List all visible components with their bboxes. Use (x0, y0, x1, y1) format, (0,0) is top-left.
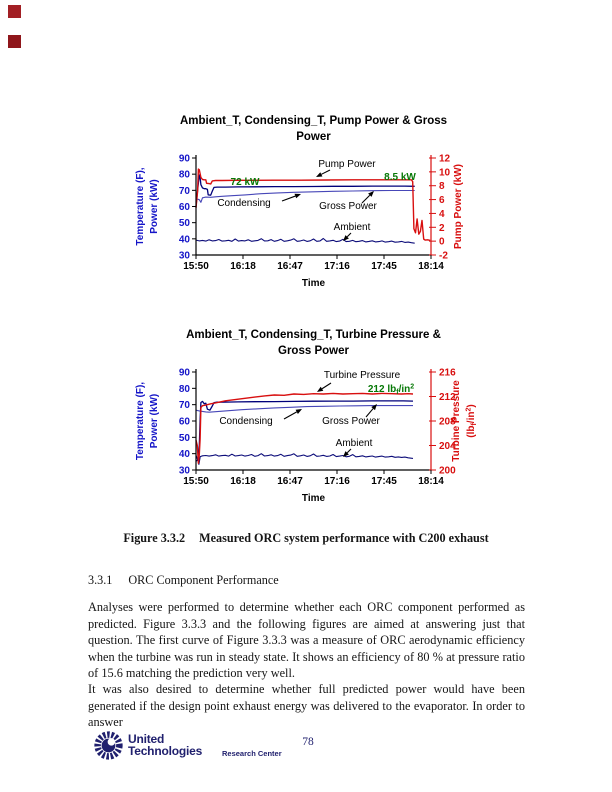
research-center-label: Research Center (222, 749, 282, 758)
svg-text:Gross Power: Gross Power (322, 416, 380, 427)
svg-text:50: 50 (178, 218, 190, 230)
svg-text:Ambient: Ambient (333, 222, 371, 233)
svg-text:Time: Time (301, 278, 326, 289)
svg-text:Time: Time (301, 493, 326, 504)
united-technologies-logo-text (128, 733, 202, 757)
svg-text:40: 40 (178, 234, 190, 246)
svg-text:70: 70 (178, 400, 190, 412)
logo-line-united: United (128, 732, 165, 746)
svg-text:2: 2 (439, 222, 445, 234)
svg-text:50: 50 (178, 432, 190, 444)
svg-text:Temperature (F),: Temperature (F), (135, 381, 146, 461)
svg-text:216: 216 (439, 367, 456, 379)
svg-text:60: 60 (178, 416, 190, 428)
svg-text:Turbine Pressure: Turbine Pressure (451, 380, 462, 462)
svg-text:-2: -2 (439, 250, 448, 262)
svg-text:Ambient: Ambient (335, 438, 373, 449)
figure-caption-text: Measured ORC system performance with C200 exhaust (199, 531, 489, 545)
svg-text:72 kW: 72 kW (230, 177, 260, 188)
svg-text:90: 90 (178, 153, 190, 165)
svg-text:17:16: 17:16 (324, 261, 350, 272)
svg-text:17:45: 17:45 (371, 476, 397, 487)
section-title: ORC Component Performance (128, 573, 279, 587)
logo-line-technologies: Technologies (128, 744, 203, 758)
svg-text:16:47: 16:47 (277, 261, 303, 272)
united-technologies-logo-icon (94, 731, 123, 760)
svg-text:60: 60 (178, 202, 190, 213)
svg-text:80: 80 (178, 169, 190, 181)
svg-text:Gross Power: Gross Power (319, 201, 377, 212)
svg-text:90: 90 (178, 367, 190, 379)
svg-text:30: 30 (178, 250, 190, 262)
svg-text:204: 204 (439, 441, 456, 452)
svg-text:200: 200 (439, 465, 456, 477)
svg-text:18:14: 18:14 (418, 261, 444, 272)
svg-text:4: 4 (439, 208, 445, 220)
svg-text:Ambient_T, Condensing_T, Pump: Ambient_T, Condensing_T, Pump Power & Gross (179, 115, 448, 127)
svg-text:15:50: 15:50 (183, 476, 209, 487)
figure-caption-label: Figure 3.3.2 (123, 531, 186, 545)
svg-text:Condensing: Condensing (217, 198, 271, 209)
svg-text:Power (kW): Power (kW) (149, 179, 160, 234)
svg-text:6: 6 (439, 195, 445, 207)
page-number: 78 (302, 736, 314, 748)
svg-text:212 lbf/in2: 212 $lb_f/in^2$ (367, 383, 415, 396)
svg-text:212: 212 (439, 392, 456, 403)
svg-text:10: 10 (439, 167, 451, 179)
svg-text:16:47: 16:47 (277, 476, 303, 487)
svg-text:(lbf/in2): $(lb_f/in^2)$ (465, 404, 478, 438)
svg-text:18:14: 18:14 (418, 476, 444, 487)
figure-caption (0, 531, 612, 546)
svg-text:16:18: 16:18 (230, 261, 256, 272)
svg-text:12: 12 (439, 153, 451, 165)
svg-text:Power (kW): Power (kW) (149, 393, 160, 449)
svg-text:Ambient_T, Condensing_T, Turbi: Ambient_T, Condensing_T, Turbine Pressure & (186, 329, 441, 341)
svg-text:40: 40 (178, 449, 190, 461)
svg-text:8: 8 (439, 181, 445, 193)
svg-text:15:50: 15:50 (183, 261, 209, 272)
svg-text:Temperature (F),: Temperature (F), (135, 167, 146, 246)
svg-text:0: 0 (439, 236, 445, 248)
section-heading (88, 573, 279, 588)
svg-text:30: 30 (178, 465, 190, 477)
svg-text:Power: Power (296, 131, 331, 143)
paragraph-1: Analyses were performed to determine whether each ORC component performed as predicted. Figure 3.3.3 and the following figures are aimed at answering just that question. The first curve of Figure 3.3.3 was a measure of ORC aerodynamic efficiency when the turbine was run in steady state. It shows an efficiency of 80 % at pressure ratio of 15.6 matching the prediction very well. (88, 600, 525, 681)
svg-text:70: 70 (178, 185, 190, 197)
paragraph-2: It was also desired to determine whether full predicted power would have been generated if the design point exhaust energy was delivered to the evaporator. In order to answer (88, 682, 525, 730)
svg-text:17:16: 17:16 (324, 476, 350, 487)
section-number: 3.3.1 (88, 573, 113, 587)
svg-text:Gross Power: Gross Power (278, 345, 349, 357)
svg-text:Turbine Pressure: Turbine Pressure (323, 370, 401, 381)
svg-text:Condensing: Condensing (219, 416, 273, 427)
svg-text:8.5 kW: 8.5 kW (384, 172, 416, 183)
svg-text:Pump Power (kW): Pump Power (kW) (453, 163, 464, 250)
svg-text:16:18: 16:18 (230, 476, 256, 487)
svg-text:208: 208 (439, 416, 456, 428)
svg-text:80: 80 (178, 383, 190, 395)
svg-text:Pump Power: Pump Power (318, 159, 376, 170)
svg-text:17:45: 17:45 (371, 261, 397, 272)
